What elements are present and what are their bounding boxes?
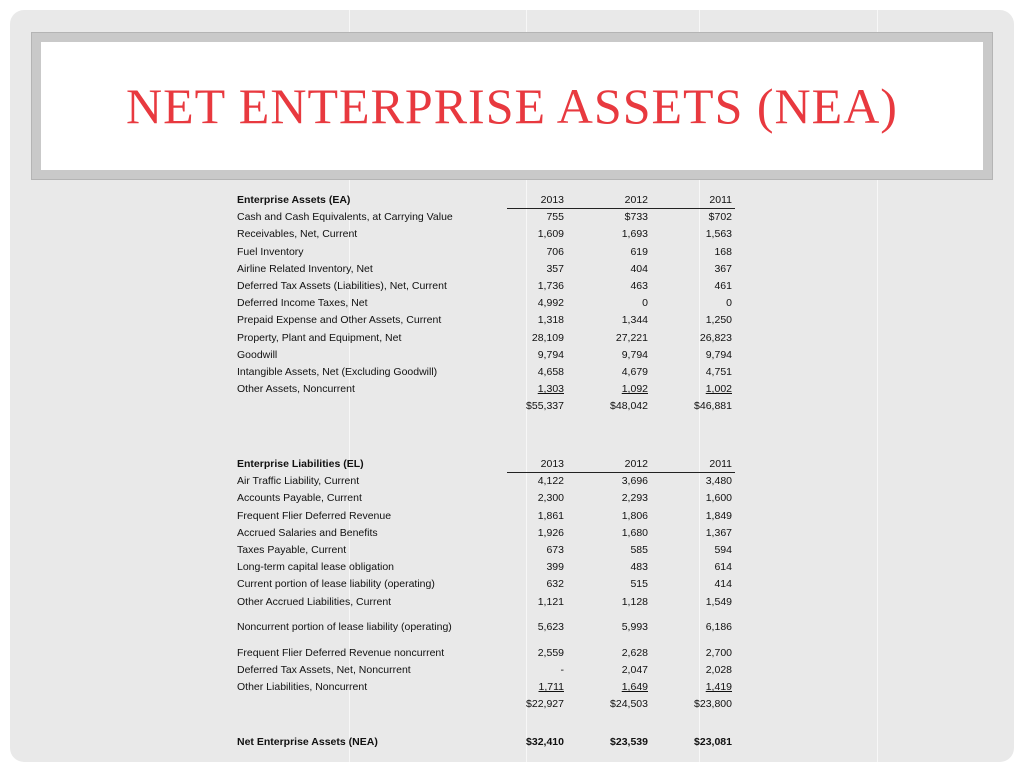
table-row	[237, 662, 735, 679]
cell-value: 2,028	[705, 664, 732, 677]
cell-value: 4,992	[537, 297, 564, 310]
total-value: $23,800	[694, 698, 732, 711]
cell-value: $23,081	[694, 736, 732, 748]
cell-value: 1,680	[621, 526, 648, 539]
title-frame	[31, 32, 993, 180]
cell-value: $702	[708, 211, 732, 224]
cell-value: 1,693	[621, 228, 648, 241]
row-label: Frequent Flier Deferred Revenue	[237, 509, 392, 522]
cell-value: 1,609	[537, 228, 564, 241]
table-row	[237, 559, 735, 576]
table-header-row	[237, 456, 735, 473]
cell-value: 2,700	[705, 646, 732, 659]
cell-value: 1,344	[621, 314, 648, 327]
cell-value: 706	[546, 245, 564, 258]
cell-value: 1,861	[537, 509, 564, 522]
cell-value: -	[560, 664, 564, 677]
cell-value: 619	[630, 245, 648, 258]
cell-value: 614	[714, 561, 732, 574]
row-label: Other Assets, Noncurrent	[237, 383, 355, 396]
cell-value: 1,318	[537, 314, 564, 327]
total-value: $48,042	[610, 400, 648, 413]
cell-value: 1,092	[621, 383, 648, 396]
row-label: Cash and Cash Equivalents, at Carrying Value	[237, 211, 453, 224]
cell-value: 0	[726, 297, 732, 310]
cell-value: 483	[630, 561, 648, 574]
cell-value: 673	[546, 543, 564, 556]
row-label: Other Liabilities, Noncurrent	[237, 681, 368, 694]
row-label: Fuel Inventory	[237, 245, 304, 258]
year-header: 2013	[540, 458, 564, 470]
row-label: Air Traffic Liability, Current	[237, 475, 360, 488]
cell-value: 1,563	[705, 228, 732, 241]
row-label: Intangible Assets, Net (Excluding Goodwill)	[237, 365, 438, 378]
cell-value: 632	[546, 578, 564, 591]
cell-value: 26,823	[699, 331, 732, 344]
cell-value: 404	[630, 262, 648, 275]
cell-value: 585	[630, 543, 648, 556]
cell-value: 6,186	[705, 621, 732, 634]
cell-value: $32,410	[526, 736, 564, 748]
cell-value: 594	[714, 543, 732, 556]
table-row	[237, 473, 735, 490]
cell-value: 1,649	[621, 681, 648, 694]
cell-value: 9,794	[705, 348, 732, 361]
slide-title: NET ENTERPRISE ASSETS (NEA)	[126, 78, 898, 134]
cell-value: 461	[714, 279, 732, 292]
cell-value: 2,628	[621, 646, 648, 659]
enterprise-liabilities-table	[237, 456, 735, 714]
total-row	[237, 398, 735, 415]
enterprise-assets-table	[237, 192, 735, 415]
total-row	[237, 696, 735, 713]
cell-value: 1,711	[538, 681, 564, 694]
row-label: Deferred Tax Assets (Liabilities), Net, Current	[237, 279, 447, 292]
table-row	[237, 645, 735, 662]
cell-value: 27,221	[615, 331, 648, 344]
cell-value: 2,293	[621, 492, 648, 505]
cell-value: 4,122	[537, 475, 564, 488]
cell-value: 463	[630, 279, 648, 292]
row-label: Property, Plant and Equipment, Net	[237, 331, 402, 344]
cell-value: $733	[624, 211, 648, 224]
row-label: Long-term capital lease obligation	[237, 561, 395, 574]
cell-value: 755	[546, 211, 564, 224]
table-row	[237, 619, 735, 636]
cell-value: 28,109	[531, 331, 564, 344]
cell-value: 1,250	[705, 314, 732, 327]
table-row	[237, 594, 735, 611]
table-row	[237, 244, 735, 261]
table-row	[237, 542, 735, 559]
year-header: 2011	[709, 194, 732, 206]
table-header-row	[237, 192, 735, 209]
cell-value: 9,794	[621, 348, 648, 361]
row-label: Accounts Payable, Current	[237, 492, 362, 505]
table-row	[237, 312, 735, 329]
cell-value: 1,002	[705, 383, 732, 396]
row-label: Frequent Flier Deferred Revenue noncurrent	[237, 646, 445, 659]
table-row	[237, 278, 735, 295]
table-row	[237, 226, 735, 243]
table-row	[237, 576, 735, 593]
table-row	[237, 330, 735, 347]
cell-value: 367	[714, 262, 732, 275]
row-label: Net Enterprise Assets (NEA)	[237, 736, 378, 748]
row-label: Noncurrent portion of lease liability (operating)	[237, 621, 452, 634]
year-header: 2011	[709, 458, 732, 470]
year-header: 2012	[624, 458, 648, 470]
year-header: 2012	[624, 194, 648, 206]
section-heading: Enterprise Assets (EA)	[237, 194, 351, 206]
row-label: Goodwill	[237, 348, 278, 361]
row-label: Taxes Payable, Current	[237, 543, 347, 556]
cell-value: 4,658	[537, 365, 564, 378]
table-row	[237, 525, 735, 542]
cell-value: 399	[546, 561, 564, 574]
cell-value: 1,367	[705, 526, 732, 539]
cell-value: 2,047	[621, 664, 648, 677]
cell-value: 1,600	[705, 492, 732, 505]
table-row	[237, 295, 735, 312]
cell-value: 5,993	[621, 621, 648, 634]
cell-value: 1,121	[537, 595, 564, 608]
total-value: $22,927	[526, 698, 564, 711]
year-header: 2013	[540, 194, 564, 206]
cell-value: 414	[714, 578, 732, 591]
cell-value: 168	[714, 245, 732, 258]
cell-value: 5,623	[537, 621, 564, 634]
cell-value: 1,736	[537, 279, 564, 292]
row-label: Airline Related Inventory, Net	[237, 262, 373, 275]
cell-value: 4,751	[705, 365, 732, 378]
total-value: $46,881	[694, 400, 732, 413]
row-label: Deferred Income Taxes, Net	[237, 297, 368, 310]
table-row	[237, 209, 735, 226]
table-row	[237, 381, 735, 398]
row-label: Current portion of lease liability (operating)	[237, 578, 435, 591]
row-label: Receivables, Net, Current	[237, 228, 358, 241]
cell-value: 1,849	[705, 509, 732, 522]
total-value: $55,337	[526, 400, 564, 413]
table-row	[237, 508, 735, 525]
table-row	[237, 364, 735, 381]
total-value: $24,503	[610, 698, 648, 711]
cell-value: $23,539	[610, 736, 648, 748]
title-box	[41, 42, 983, 170]
table-row	[237, 261, 735, 278]
section-heading: Enterprise Liabilities (EL)	[237, 458, 364, 470]
net-enterprise-assets-row	[237, 734, 735, 751]
cell-value: 1,419	[705, 681, 732, 694]
row-label: Other Accrued Liabilities, Current	[237, 595, 392, 608]
cell-value: 2,559	[537, 646, 564, 659]
cell-value: 2,300	[537, 492, 564, 505]
cell-value: 1,128	[621, 595, 648, 608]
cell-value: 4,679	[621, 365, 648, 378]
row-label: Prepaid Expense and Other Assets, Current	[237, 314, 442, 327]
cell-value: 1,549	[705, 595, 732, 608]
cell-value: 1,926	[537, 526, 564, 539]
table-row	[237, 679, 735, 696]
cell-value: 3,480	[705, 475, 732, 488]
row-label: Accrued Salaries and Benefits	[237, 526, 378, 539]
cell-value: 9,794	[537, 348, 564, 361]
table-row	[237, 347, 735, 364]
table-row	[237, 490, 735, 507]
cell-value: 357	[546, 262, 564, 275]
cell-value: 515	[630, 578, 648, 591]
cell-value: 1,806	[621, 509, 648, 522]
row-label: Deferred Tax Assets, Net, Noncurrent	[237, 664, 411, 677]
cell-value: 0	[642, 297, 648, 310]
cell-value: 1,303	[537, 383, 564, 396]
cell-value: 3,696	[621, 475, 648, 488]
